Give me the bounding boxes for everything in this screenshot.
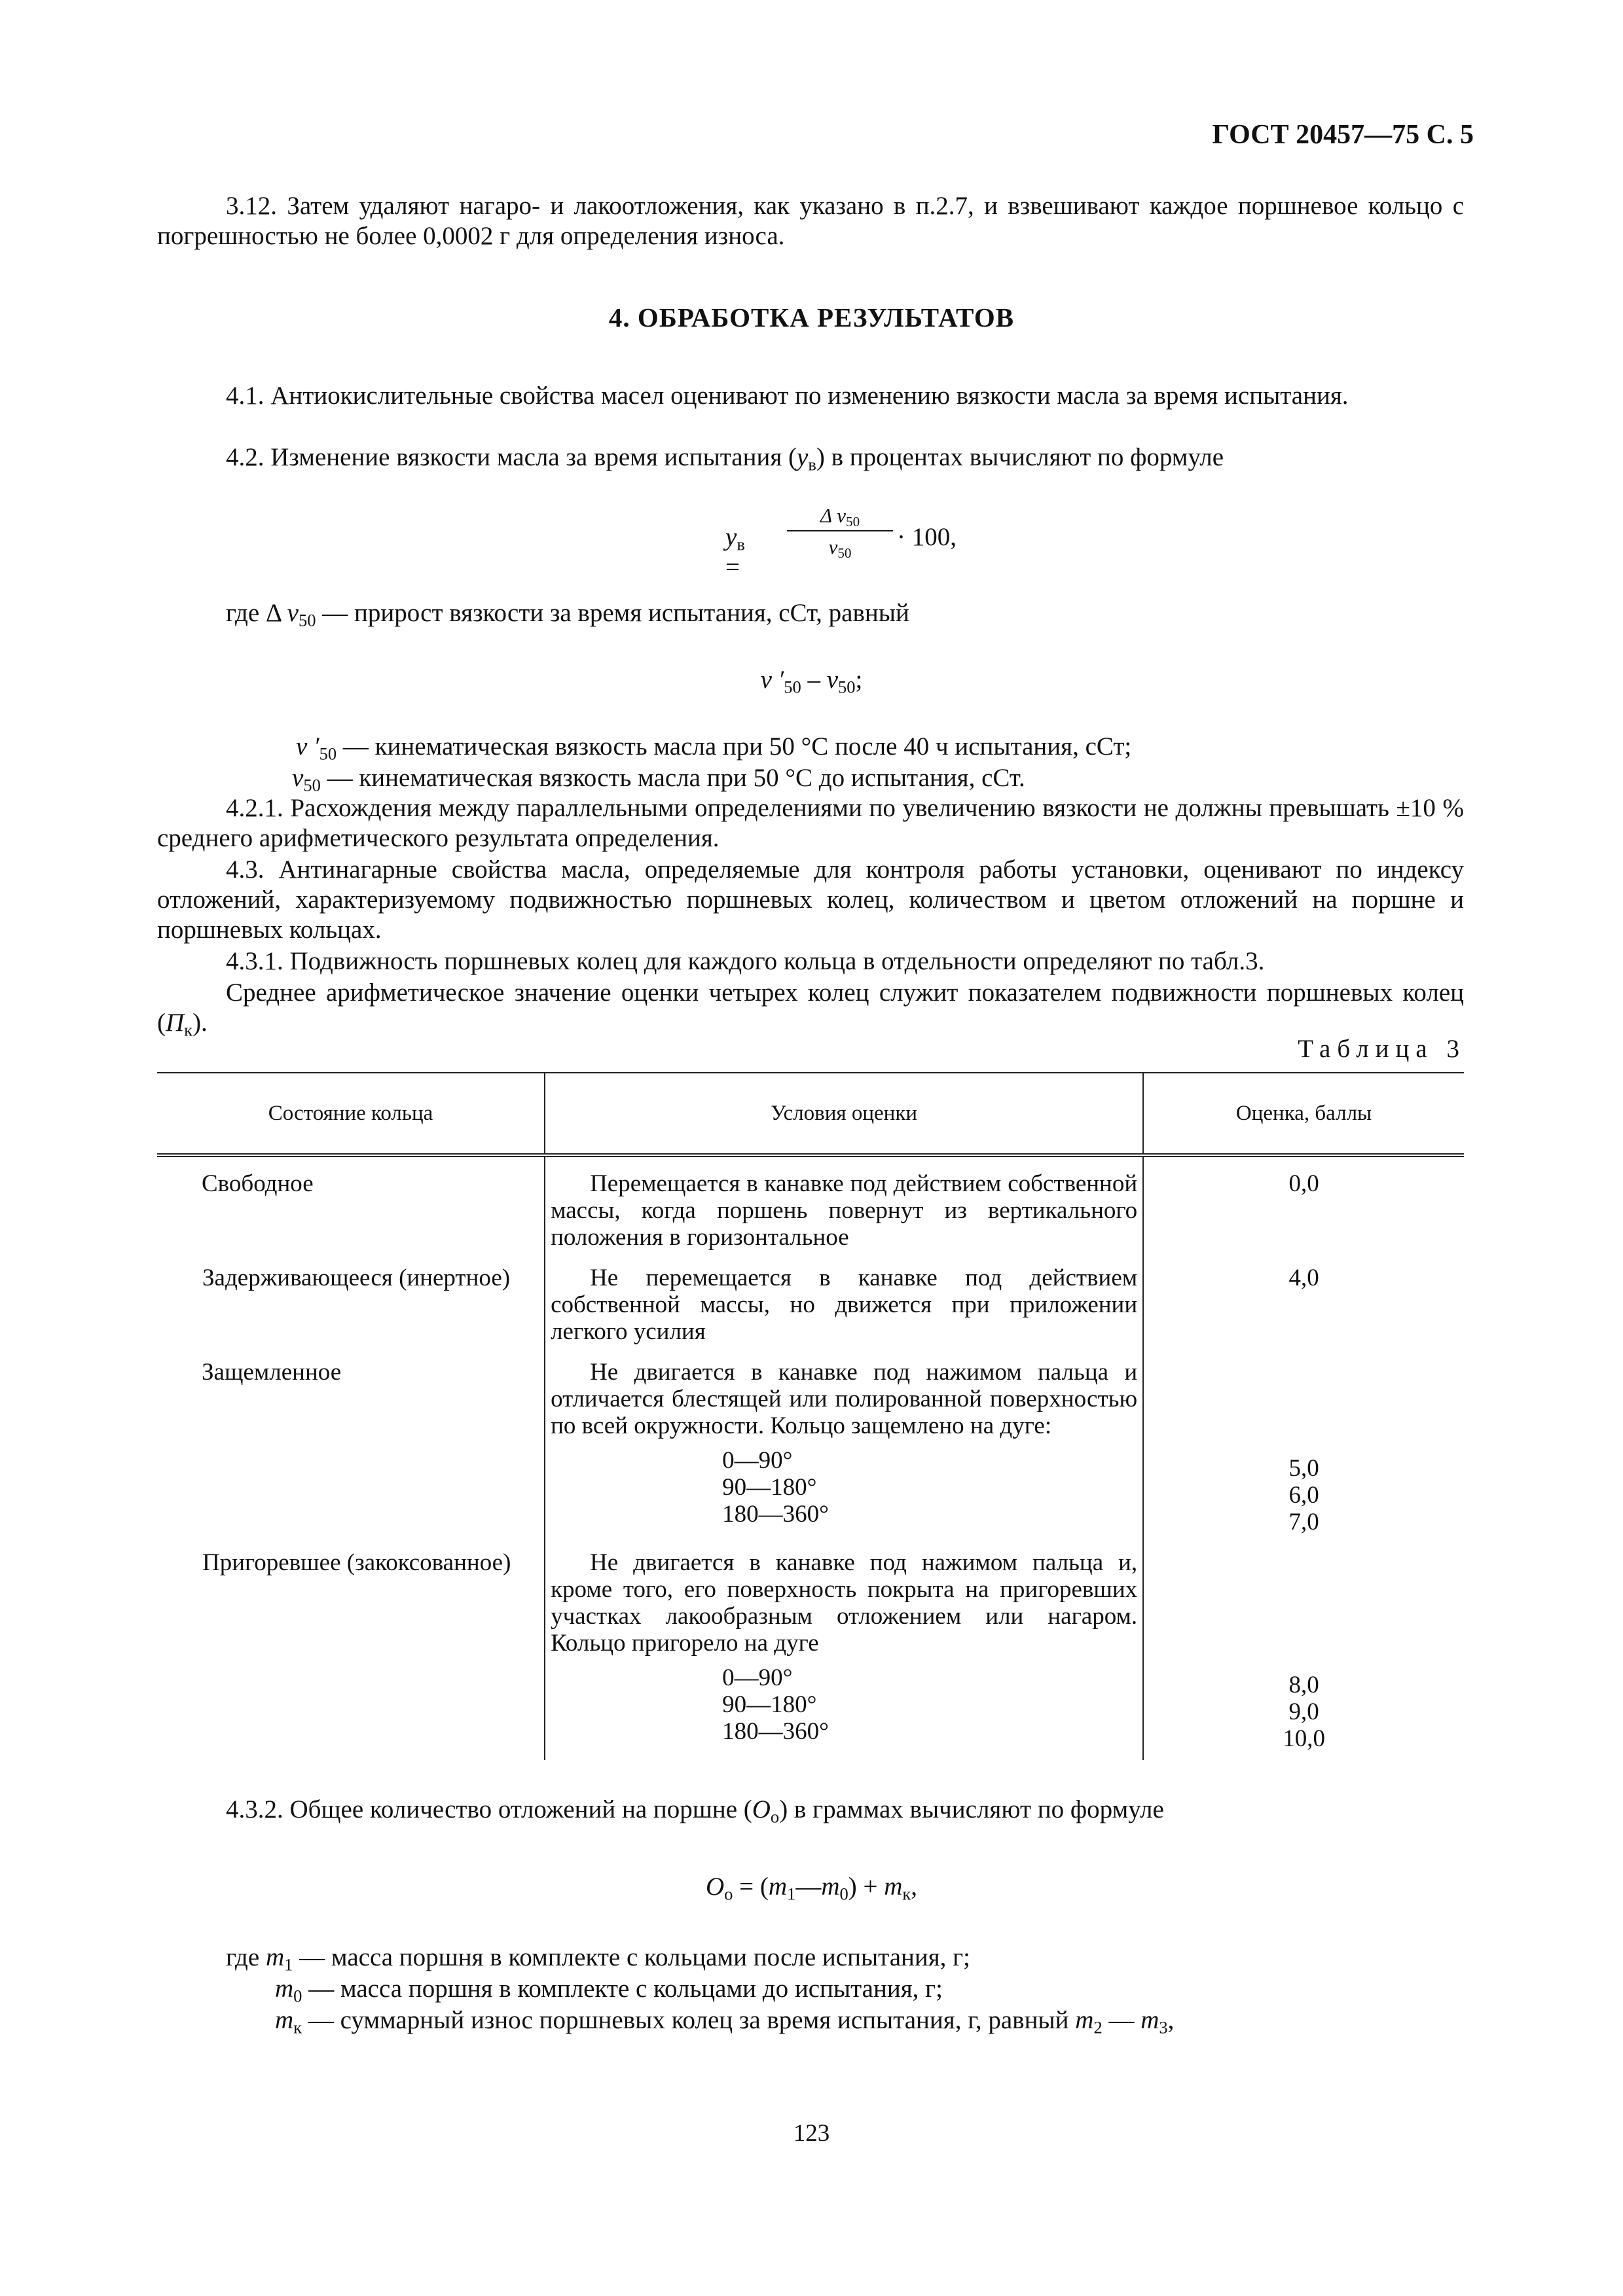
def5-m2: m [1075,2006,1094,2034]
formula1-numerator [787,503,893,531]
paragraph-4-3-2 [157,1795,1464,1825]
arc-ranges [551,1664,1137,1745]
def3-var: m [265,1943,285,1971]
paragraph-4-2-text: 4.2. Изменение вязкости масла за время испытания ( [226,443,797,471]
arc-range: 90—180° [722,1691,817,1718]
score-value: 6,0 [1288,1482,1319,1509]
formula2-end: ; [855,666,863,694]
def5-m2-sub: 2 [1093,2017,1103,2037]
cell-conditions-text: Перемещается в канавке под действием собственной массы, когда поршень повернут из вертикального положения в горизонтальное [551,1170,1138,1251]
cell-state-text: Пригоревшее (закоксованное) [202,1549,511,1576]
def3-text: — масса поршня в комплекте с кольцами после испытания, г; [293,1943,971,1971]
def1-sub: 50 [319,744,337,764]
def2-text: — кинематическая вязкость масла при 50 °С до испытания, сСт. [320,764,1025,792]
formula2-c-sub: 50 [838,677,856,697]
column-header-score: Оценка, баллы [1143,1073,1464,1155]
formula1-den-sub: 50 [837,545,852,561]
paragraph-average-end: ). [192,1009,208,1037]
formula2-c: v [826,666,839,694]
def5-dash: — [1102,2006,1141,2034]
table-ring-mobility [157,1072,1464,1760]
def4-var: m [275,1975,294,2003]
table-row [157,1155,1464,1251]
page-number: 123 [793,2120,830,2147]
var-y: y [797,443,809,471]
formula3-plus: ) + [848,1873,884,1901]
cell-state: Защемленное [202,1359,342,1386]
cell-conditions-text: Не перемещается в канавке под действием собственной массы, но движется при приложении легкого усилия [551,1265,1138,1345]
def1-var: v ′ [296,732,319,761]
formula2-minus: – [801,666,827,694]
arc-range: 0—90° [722,1447,793,1474]
var-pk: П [166,1009,185,1037]
paragraph-average-text: Среднее арифметическое значение оценки четырех колец служит показателем подвижности поршневых колец ( [157,978,1464,1037]
formula3-dash: — [795,1873,822,1901]
def3-prefix: где [226,1943,266,1971]
cell-score [1143,1346,1464,1536]
table-header-row [157,1073,1464,1155]
cell-state [157,1251,545,1346]
where1-prefix: где Δ [226,599,287,627]
cell-score: 4,0 [1288,1265,1319,1291]
table-row [157,1536,1464,1760]
def5-text: — суммарный износ поршневых колец за время испытания, г, равный [302,2006,1076,2034]
formula3-end: , [911,1873,918,1901]
def2-sub: 50 [303,775,321,795]
var-pk-sub: к [184,1020,193,1040]
where1-sub: 50 [298,610,316,630]
definition-v50-after [296,732,1131,762]
score-spacer [1144,1549,1463,1672]
paragraph-4-3: 4.3. Антинагарные свойства масла, определяемые для контроля работы установки, оценивают по индексу отложений, характеризуемому подвижностью поршневых колец, количеством и цветом отложений на поршне и поршневых кольцах. [157,855,1464,944]
formula3-m1-sub: 1 [787,1884,796,1904]
cell-conditions [545,1346,1143,1536]
cell-score: 0,0 [1288,1170,1319,1197]
def1-text: — кинематическая вязкость масла при 50 °С после 40 ч испытания, сСт; [337,732,1132,761]
formula3-o: О [705,1873,725,1901]
cell-conditions-text: Не двигается в канавке под нажимом пальца и отличается блестящей или полированной поверхностью по всей окружности. Кольцо защемлено на дуге: [551,1359,1138,1439]
cell-conditions [545,1155,1143,1251]
page-header: ГОСТ 20457—75 С. 5 [1212,120,1474,150]
paragraph-4-2 [157,442,1464,473]
arc-ranges [551,1447,1137,1528]
formula3-eq: = ( [733,1873,769,1901]
cell-state-text: Задерживающееся (инертное) [202,1265,511,1291]
paragraph-4-1: 4.1. Антиокислительные свойства масел оценивают по изменению вязкости масла за время испытания. [226,382,1349,410]
paragraph-4-3-2-end: ) в граммах вычисляют по формуле [779,1795,1164,1823]
definition-v50-before [292,763,1025,793]
arc-range: 0—90° [722,1664,793,1691]
paragraph-4-3-1: 4.3.1. Подвижность поршневых колец для каждого кольца в отдельности определяют по табл.3. [226,947,1265,975]
cell-conditions [545,1536,1143,1760]
definition-m1 [226,1943,970,1973]
formula2-a-sub: 50 [784,677,801,697]
formula-deposits [0,1872,1623,1902]
var-y-sub: в [808,454,816,475]
def5-sub: к [293,2017,302,2037]
column-header-conditions: Условия оценки [545,1073,1143,1155]
def4-text: — масса поршня в комплекте с кольцами до испытания, г; [302,1975,943,2003]
table-caption: Таблица 3 [1298,1035,1466,1063]
score-value: 8,0 [1288,1672,1319,1698]
formula1-fraction [787,503,893,560]
formula1-num-var: Δ v [820,504,847,527]
table-row [157,1251,1464,1346]
table-row [157,1346,1464,1536]
formula3-m1: m [768,1873,788,1901]
cell-conditions-text: Не двигается в канавке под нажимом пальца и, кроме того, его поверхность покрыта на пригоревших участках лакообразным отложением или нагаром. Кольцо пригорело на дуге [551,1549,1138,1657]
paragraph-4-3-2-text: 4.3.2. Общее количество отложений на поршне ( [226,1795,752,1823]
cell-state [157,1536,545,1760]
formula1-denominator [787,531,893,560]
definition-mk [275,2005,1174,2036]
formula3-mk-sub: к [902,1884,911,1904]
arc-range: 180—360° [722,1501,829,1528]
def2-var: v [292,764,304,792]
formula1-lhs-sub: в [737,534,745,554]
var-oo: О [752,1795,771,1823]
formula1-lhs [725,522,745,583]
section-title: 4. ОБРАБОТКА РЕЗУЛЬТАТОВ [608,302,1015,332]
arc-range: 180—360° [722,1718,829,1745]
formula3-m0-sub: 0 [839,1884,848,1904]
def4-sub: 0 [293,1986,302,2006]
paragraph-4-2-1: 4.2.1. Расхождения между параллельными определениями по увеличению вязкости не должны превышать ±10 % среднего арифметического результата определения. [157,794,1464,852]
formula3-mk: m [884,1873,903,1901]
where1-text: — прирост вязкости за время испытания, сСт, равный [316,599,909,627]
where1-var: v [287,599,299,627]
formula1-num-sub: 50 [846,513,860,529]
paragraph-average [157,978,1464,1038]
cell-score [1143,1536,1464,1760]
paragraph-3-12: 3.12. Затем удаляют нагаро- и лакоотложения, как указано в п.2.7, и взвешивают каждое поршневое кольцо с погрешностью не более 0,0002 г для определения износа. [157,192,1464,250]
formula1-den-var: v [828,535,838,558]
formula3-m0: m [821,1873,840,1901]
def5-end: , [1167,2006,1175,2034]
formula1-lhs-var: y [725,523,737,551]
score-value: 7,0 [1288,1509,1319,1535]
def5-m3: m [1140,2006,1159,2034]
paragraph-4-2-text-end: ) в процентах вычисляют по формуле [816,443,1224,471]
where-delta-v50 [226,598,909,628]
score-value: 9,0 [1288,1698,1319,1725]
formula2-a: v ′ [760,666,784,694]
def5-m3-sub: 3 [1159,2017,1168,2037]
formula1-rhs: · 100, [897,523,957,551]
def3-sub: 1 [284,1954,293,1975]
formula3-o-sub: о [724,1884,733,1904]
column-header-state: Состояние кольца [157,1073,545,1155]
score-value: 5,0 [1288,1455,1319,1482]
formula1-eq: = [725,553,740,581]
arc-range: 90—180° [722,1474,817,1501]
def5-var: m [275,2006,294,2034]
cell-state: Свободное [202,1170,314,1197]
score-spacer [1144,1359,1463,1455]
cell-conditions [545,1251,1143,1346]
definition-m0 [275,1974,943,2004]
score-value: 10,0 [1283,1725,1325,1752]
formula-delta-v [0,665,1623,695]
var-oo-sub: о [770,1806,780,1827]
